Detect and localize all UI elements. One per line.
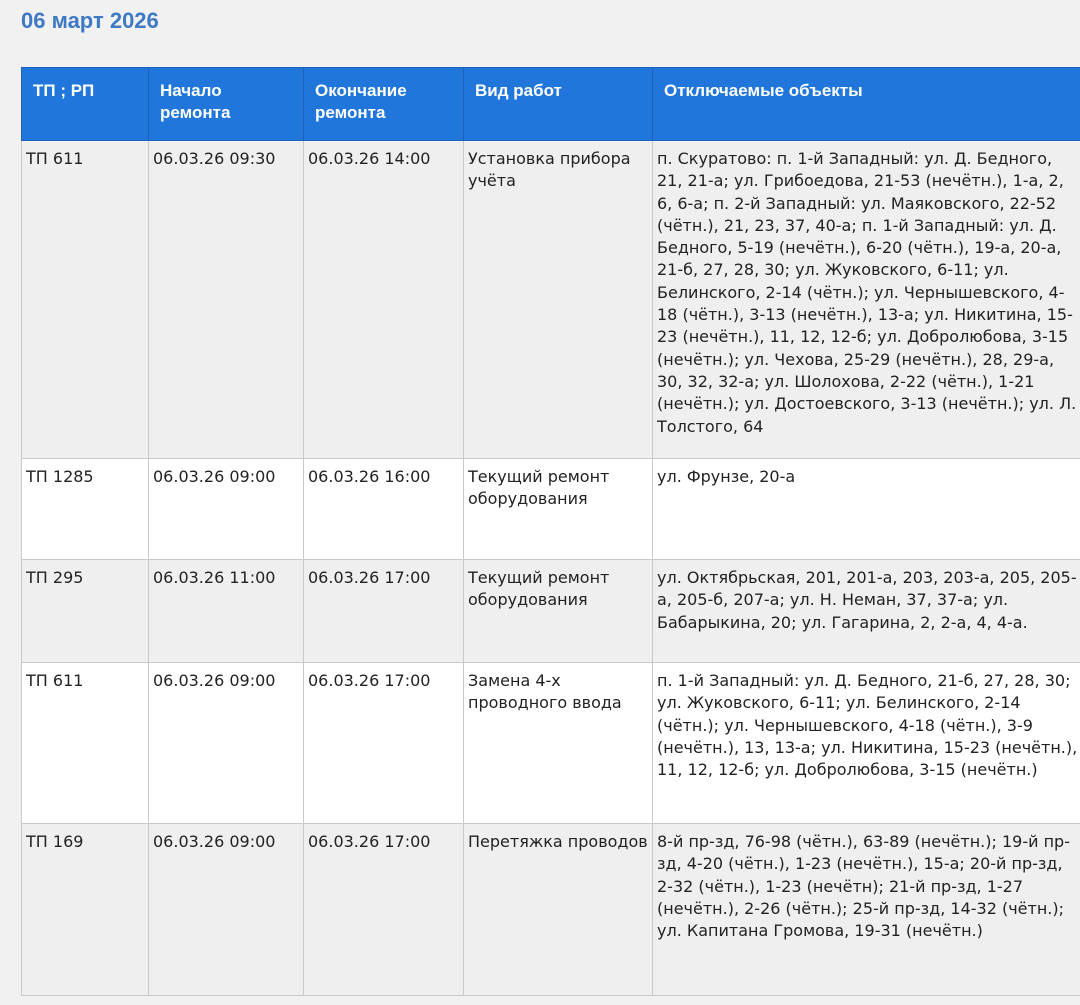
column-header-tp: ТП ; РП: [22, 68, 149, 141]
cell-tp: ТП 611: [22, 663, 149, 824]
cell-tp: ТП 295: [22, 560, 149, 663]
cell-end: 06.03.26 14:00: [304, 141, 464, 459]
table-row: [22, 459, 1080, 560]
cell-objects: ул. Фрунзе, 20-а: [653, 459, 1080, 560]
cell-objects: ул. Октябрьская, 201, 201-а, 203, 203-а, 205, 205-а, 205-б, 207-а; ул. Н. Неман, 37, 37-а; ул. Бабарыкина, 20; ул. Гагарина, 2, 2-а, 4, 4-а.: [653, 560, 1080, 663]
page-title: 06 март 2026: [21, 8, 159, 33]
cell-objects: п. 1-й Западный: ул. Д. Бедного, 21-б, 27, 28, 30; ул. Жуковского, 6-11; ул. Белинского, 2-14 (чётн.); ул. Чернышевского, 4-18 (чётн.), 3-9 (нечётн.), 13, 13-а; ул. Никитина, 15-23 (нечётн.), 11, 12, 12-б; ул. Добролюбова, 3-15 (нечётн.): [653, 663, 1080, 824]
column-header-objects: Отключаемые объекты: [653, 68, 1080, 141]
table-header-row: [22, 68, 1080, 141]
outage-schedule-table: [21, 67, 1080, 996]
cell-end: 06.03.26 17:00: [304, 824, 464, 996]
cell-work-type: Перетяжка проводов: [464, 824, 653, 996]
cell-start: 06.03.26 09:00: [149, 663, 304, 824]
cell-tp: ТП 169: [22, 824, 149, 996]
column-header-work-type: Вид работ: [464, 68, 653, 141]
cell-tp: ТП 1285: [22, 459, 149, 560]
cell-work-type: Текущий ремонт оборудования: [464, 459, 653, 560]
cell-end: 06.03.26 17:00: [304, 663, 464, 824]
cell-objects: п. Скуратово: п. 1-й Западный: ул. Д. Бедного, 21, 21-а; ул. Грибоедова, 21-53 (нечётн.), 1-а, 2, 6, 6-а; п. 2-й Западный: ул. Маяковского, 22-52 (чётн.), 21, 23, 37, 40-а; п. 1-й Западный: ул. Д. Бедного, 5-19 (нечётн.), 6-20 (чётн.), 19-а, 20-а, 21-б, 27, 28, 30; ул. Жуковского, 6-11; ул. Белинского, 2-14 (чётн.); ул. Чернышевского, 4-18 (чётн.), 3-13 (нечётн.), 13-а; ул. Никитина, 15-23 (нечётн.), 11, 12, 12-б; ул. Добролюбова, 3-15 (нечётн.); ул. Чехова, 25-29 (нечётн.), 28, 29-а, 30, 32, 32-а; ул. Шолохова, 2-22 (чётн.), 1-21 (нечётн.); ул. Достоевского, 3-13 (нечётн.); ул. Л. Толстого, 64: [653, 141, 1080, 459]
cell-objects: 8-й пр-зд, 76-98 (чётн.), 63-89 (нечётн.); 19-й пр-зд, 4-20 (чётн.), 1-23 (нечётн.), 15-а; 20-й пр-зд, 2-32 (чётн.), 1-23 (нечётн); 21-й пр-зд, 1-27 (нечётн.), 2-26 (чётн.); 25-й пр-зд, 14-32 (чётн.); ул. Капитана Громова, 19-31 (нечётн.): [653, 824, 1080, 996]
cell-end: 06.03.26 16:00: [304, 459, 464, 560]
cell-end: 06.03.26 17:00: [304, 560, 464, 663]
table-row: [22, 663, 1080, 824]
cell-work-type: Текущий ремонт оборудования: [464, 560, 653, 663]
cell-tp: ТП 611: [22, 141, 149, 459]
column-header-end: Окончание ремонта: [304, 68, 464, 141]
table-row: [22, 824, 1080, 996]
column-header-start: Начало ремонта: [149, 68, 304, 141]
cell-work-type: Установка прибора учёта: [464, 141, 653, 459]
cell-start: 06.03.26 09:30: [149, 141, 304, 459]
table-row: [22, 560, 1080, 663]
table-row: [22, 141, 1080, 459]
cell-start: 06.03.26 09:00: [149, 824, 304, 996]
cell-work-type: Замена 4-х проводного ввода: [464, 663, 653, 824]
cell-start: 06.03.26 09:00: [149, 459, 304, 560]
cell-start: 06.03.26 11:00: [149, 560, 304, 663]
